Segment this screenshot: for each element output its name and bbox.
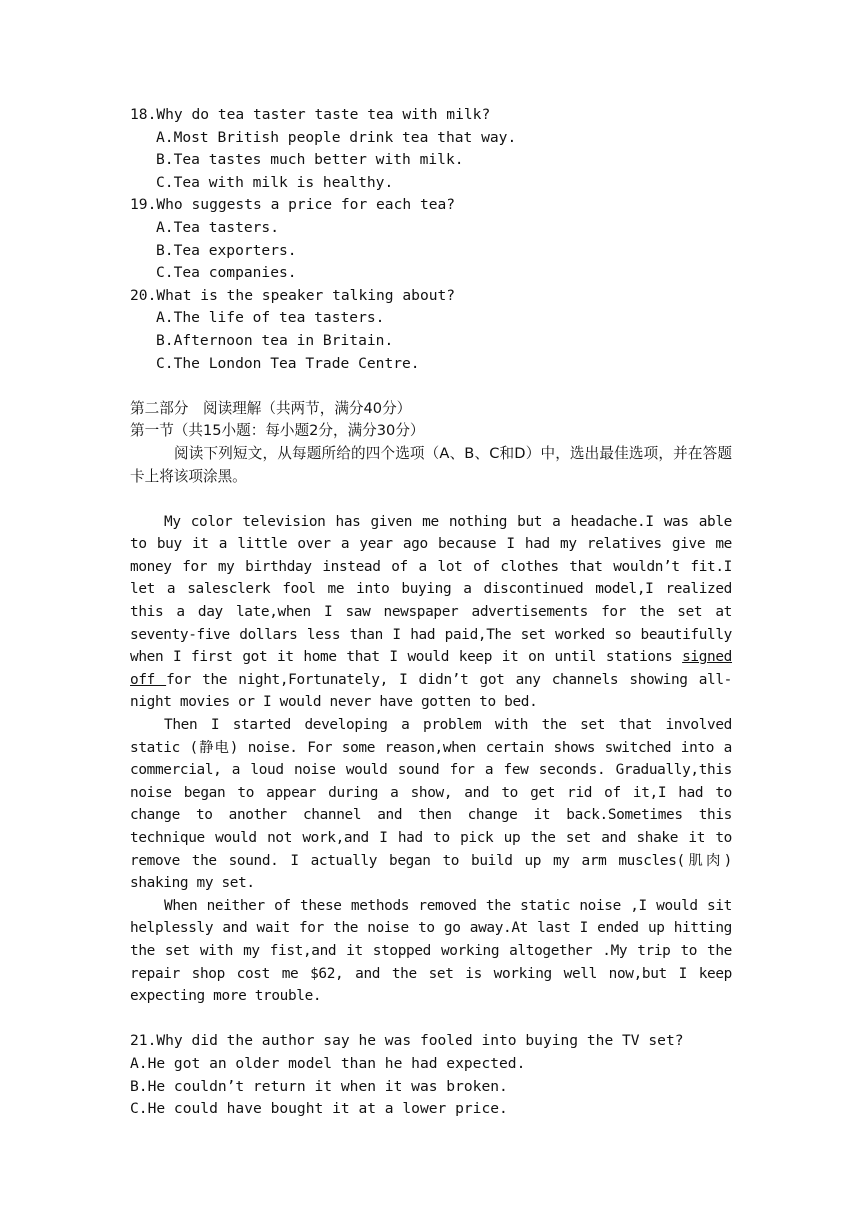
passage-paragraph-3: When neither of these methods removed the static noise ,I would sit helplessly and wait for the noise to go away.At last I ended up hitting the set with my fist,and it stopped working altogether .My trip to the repair shop cost me $62, and the set is working well now,but I keep expecting more trouble.: [130, 897, 732, 1005]
question-21: [130, 1030, 732, 1120]
option-c: C.Tea with milk is healthy.: [156, 173, 394, 191]
question-stem: 18.Why do tea taster taste tea with milk?: [130, 106, 491, 123]
passage-text: My color television has given me nothing but a headache.I was able to buy it a little over a year ago because I had my relatives give me money for my birthday instead of a lot of clothes that wouldn’t fit.I let a salesclerk fool me into buying a discontinued model,I realized this a day late,when I saw newspaper advertisements for the set at seventy-five dollars less than I had paid,The set worked so beautifully when I first got it home that I would keep it on until stations: [130, 513, 732, 666]
question-stem: 19.Who suggests a price for each tea?: [130, 196, 456, 214]
part-title: 第二部分 阅读理解（共两节，满分40分）: [130, 399, 412, 417]
option-b: B.Afternoon tea in Britain.: [156, 331, 394, 349]
question-stem: 20.What is the speaker talking about?: [130, 286, 456, 304]
section-title: 第一节（共15小题：每小题2分，满分30分）: [130, 422, 425, 440]
instructions: 阅读下列短文，从每题所给的四个选项（A、B、C和D）中，选出最佳选项，并在答题卡上将该项涂黑。: [130, 444, 732, 485]
option-b: B.He couldn’t return it when it was broken.: [130, 1077, 508, 1095]
option-c: C.Tea companies.: [156, 264, 297, 282]
option-a: A.Most British people drink tea that way.: [156, 128, 517, 146]
passage-paragraph-1: [130, 511, 732, 714]
option-a: A.He got an older model than he had expected.: [130, 1054, 526, 1072]
underlined-phrase: signed off: [130, 649, 732, 688]
option-b: B.Tea tastes much better with milk.: [156, 151, 464, 169]
option-b: B.Tea exporters.: [156, 241, 297, 259]
passage-text: for the night,Fortunately, I didn’t got any channels showing all-night movies or I would never have gotten to bed.: [130, 671, 732, 711]
question-20: [130, 285, 732, 375]
exam-page: [130, 104, 732, 1121]
question-18: [130, 104, 732, 194]
spacer: [130, 1008, 732, 1031]
option-c: C.The London Tea Trade Centre.: [156, 354, 420, 372]
spacer: [130, 375, 732, 398]
question-stem: 21.Why did the author say he was fooled into buying the TV set?: [130, 1032, 684, 1050]
option-c: C.He could have bought it at a lower price.: [130, 1100, 508, 1118]
option-a: A.Tea tasters.: [156, 218, 280, 236]
passage-paragraph-2: Then I started developing a problem with the set that involved static (静电) noise. For some reason,when certain shows switched into a commercial, a loud noise would sound for a few seconds. Gradually,this noise began to appear during a show, and to get rid of it,I had to change to another channel and then change it back.Sometimes this technique would not work,and I had to pick up the set and shake it to remove the sound. I actually began to build up my arm muscles(肌肉) shaking my set.: [130, 717, 732, 892]
option-a: A.The life of tea tasters.: [156, 309, 385, 327]
spacer: [130, 488, 732, 511]
question-19: [130, 194, 732, 284]
